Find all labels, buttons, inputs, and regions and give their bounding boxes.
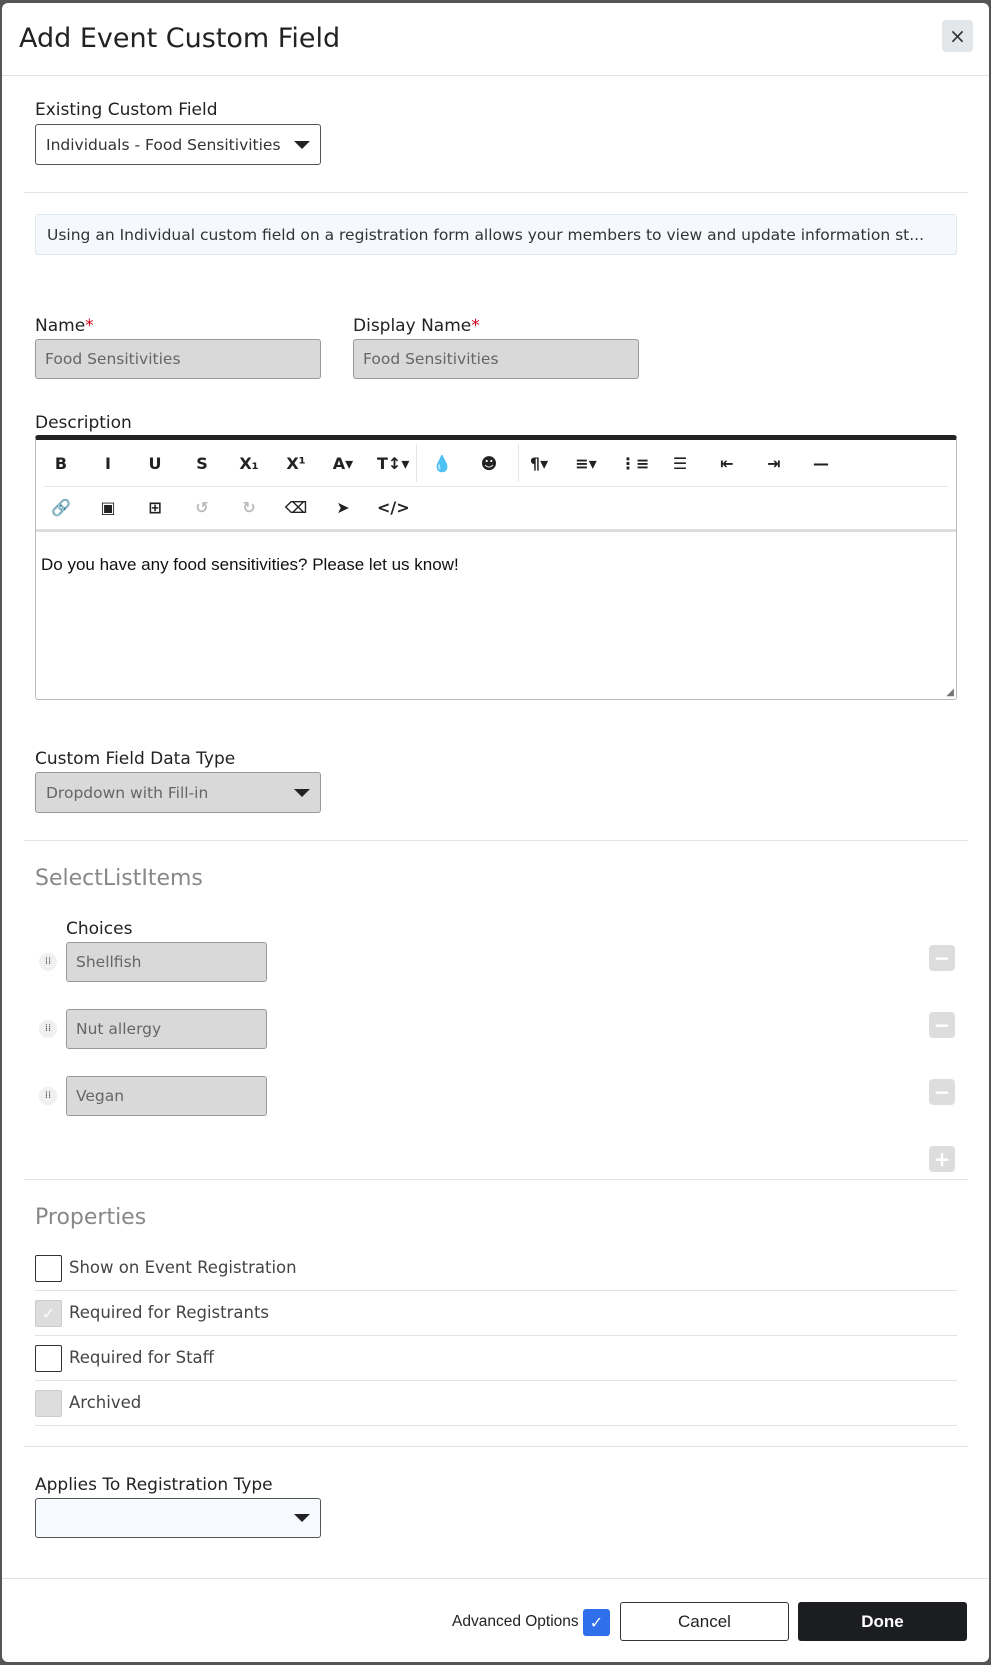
choices-label: Choices [66, 919, 133, 939]
name-label: Name* [35, 316, 94, 336]
superscript-icon[interactable]: X¹ [286, 454, 306, 473]
choice-input[interactable]: Nut allergy [66, 1009, 267, 1049]
property-checkbox: ✓ [35, 1300, 62, 1327]
image-icon[interactable]: ▣ [100, 498, 116, 517]
align-icon[interactable]: ≡▾ [575, 454, 597, 473]
unordered-list-icon[interactable]: ☰ [672, 454, 688, 473]
subscript-icon[interactable]: X₁ [239, 454, 259, 473]
color-drop-icon[interactable]: 💧 [432, 454, 452, 473]
outdent-icon[interactable]: ⇤ [720, 454, 734, 473]
applies-label: Applies To Registration Type [35, 1475, 273, 1495]
chevron-down-icon [294, 1514, 310, 1522]
property-label: Required for Staff [69, 1348, 215, 1367]
drag-handle-icon[interactable]: ⁞⁞ [39, 1020, 57, 1038]
data-type-select [35, 772, 321, 813]
advanced-options-label: Advanced Options [452, 1613, 579, 1630]
add-event-custom-field-dialog [2, 3, 989, 1662]
select-icon[interactable]: ➤ [336, 498, 350, 517]
description-text[interactable]: Do you have any food sensitivities? Please let us know! [41, 555, 459, 574]
drag-handle-icon[interactable]: ⁞⁞ [39, 953, 57, 971]
table-icon[interactable]: ⊞ [148, 498, 162, 517]
property-checkbox[interactable] [35, 1345, 62, 1372]
done-button[interactable]: Done [798, 1602, 967, 1641]
display-name-label: Display Name* [353, 316, 480, 336]
display-name-input[interactable]: Food Sensitivities [353, 339, 639, 379]
property-label: Required for Registrants [69, 1303, 270, 1322]
underline-icon[interactable]: U [148, 454, 162, 473]
dialog-title: Add Event Custom Field [19, 23, 341, 54]
remove-choice-button[interactable]: − [929, 1012, 955, 1038]
paragraph-icon[interactable]: ¶▾ [529, 454, 549, 473]
close-icon[interactable]: × [942, 20, 973, 52]
existing-field-label: Existing Custom Field [35, 100, 218, 120]
clear-format-icon[interactable]: ⌫ [284, 498, 308, 517]
undo-icon[interactable]: ↺ [195, 498, 209, 517]
redo-icon[interactable]: ↻ [242, 498, 256, 517]
code-view-icon[interactable]: </> [377, 498, 410, 517]
existing-field-select[interactable] [35, 124, 321, 165]
name-input[interactable]: Food Sensitivities [35, 339, 321, 379]
property-checkbox [35, 1390, 62, 1417]
description-label: Description [35, 413, 132, 433]
remove-choice-button[interactable]: − [929, 1079, 955, 1105]
drag-handle-icon[interactable]: ⁞⁞ [39, 1087, 57, 1105]
chevron-down-icon [294, 789, 310, 797]
ordered-list-icon[interactable]: ⋮≡ [620, 454, 650, 473]
existing-field-value: Individuals - Food Sensitivities [46, 135, 281, 154]
strikethrough-icon[interactable]: S [196, 454, 208, 473]
font-size-icon[interactable]: T↕▾ [377, 454, 410, 473]
data-type-label: Custom Field Data Type [35, 749, 236, 769]
emoji-icon[interactable]: ☻ [480, 454, 498, 473]
remove-choice-button[interactable]: − [929, 945, 955, 971]
bold-icon[interactable]: B [54, 454, 68, 473]
property-checkbox[interactable] [35, 1255, 62, 1282]
property-label: Show on Event Registration [69, 1258, 297, 1277]
cancel-button[interactable]: Cancel [620, 1602, 789, 1641]
font-color-icon[interactable]: A▾ [332, 454, 354, 473]
link-icon[interactable]: 🔗 [51, 498, 71, 517]
resize-handle[interactable]: ◢ [946, 687, 954, 698]
advanced-options-checkbox[interactable]: ✓ [583, 1609, 610, 1636]
properties-title: Properties [35, 1205, 147, 1230]
horizontal-rule-icon[interactable]: — [813, 454, 829, 473]
italic-icon[interactable]: I [105, 454, 111, 473]
choice-input[interactable]: Vegan [66, 1076, 267, 1116]
choice-input[interactable]: Shellfish [66, 942, 267, 982]
chevron-down-icon [294, 141, 310, 149]
select-list-title: SelectListItems [35, 866, 203, 891]
data-type-value: Dropdown with Fill-in [46, 783, 209, 802]
add-choice-button[interactable]: + [929, 1146, 955, 1172]
info-message: Using an Individual custom field on a registration form allows your members to view and update information st... [35, 214, 957, 255]
indent-icon[interactable]: ⇥ [767, 454, 781, 473]
registration-type-select[interactable] [35, 1498, 321, 1538]
property-label: Archived [69, 1393, 142, 1412]
description-editor [35, 435, 957, 700]
